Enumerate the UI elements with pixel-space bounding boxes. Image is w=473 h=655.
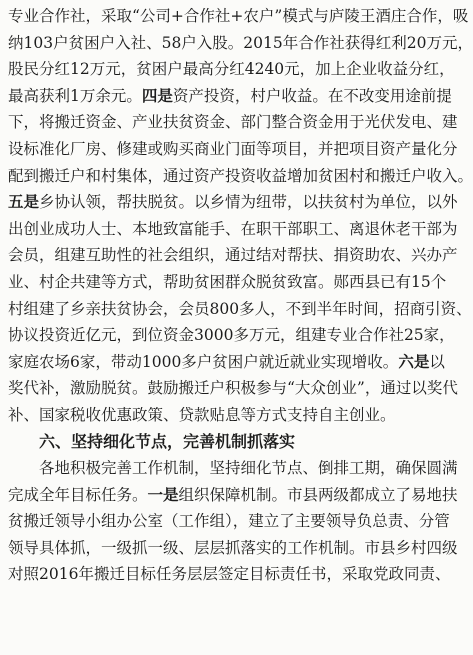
line-text: 专业合作社，采取“公司+合作社+农户”模式与庐陵王酒庄合作，吸 xyxy=(8,7,469,25)
text-line xyxy=(8,508,450,535)
line-text: 完成全年目标任务。 xyxy=(8,485,148,504)
line-text: 最高获利1万余元。 xyxy=(8,86,142,105)
section-heading: 六、坚持细化节点，完善机制抓落实 xyxy=(39,431,296,451)
line-text: 会员，组建互助性的社会组织，通过结对帮扶、捐资助农、兴办产 xyxy=(8,246,458,265)
line-text: 补、国家税收优惠政策、贷款贴息等方式支持自主创业。 xyxy=(8,405,396,424)
text-line xyxy=(8,216,458,243)
emphasis-text: 一是 xyxy=(147,485,179,504)
line-text: 配到搬迁户和村集体，通过资产投资收益增加贫困村和搬迁户收入。 xyxy=(8,166,473,185)
text-line xyxy=(8,455,458,482)
line-text: 资产投资，村户收益。在不改变用途前提 xyxy=(172,86,452,105)
text-line xyxy=(8,375,458,402)
line-text: 以 xyxy=(429,352,445,371)
line-text: 家庭农场6家，带动1000多户贫困户就近就业实现增收。 xyxy=(8,352,399,371)
text-line xyxy=(8,109,458,136)
line-text: 奖代补，激励脱贫。鼓励搬迁户积极参与“大众创业”，通过以奖代 xyxy=(8,379,458,398)
text-line xyxy=(8,163,473,190)
line-text: 协议投资近亿元，到位资金3000多万元，组建专业合作社25家， xyxy=(8,326,455,345)
text-line xyxy=(8,30,473,57)
line-text: 村组建了乡亲扶贫协会，会员800多人，不到半年时间，招商引资、 xyxy=(8,299,472,318)
emphasis-text: 五是 xyxy=(8,193,40,212)
line-text: 乡协认领，帮扶脱贫。以乡情为纽带，以扶贫村为单位，以外 xyxy=(39,193,458,212)
line-text: 领导具体抓，一级抓一级、层层抓落实的工作机制。市县乡村四级 xyxy=(8,538,458,557)
line-text: 出创业成功人士、本地致富能手、在职干部职工、离退休老干部为 xyxy=(8,219,458,238)
text-line xyxy=(8,349,445,376)
text-line xyxy=(8,482,458,509)
line-text: 股民分红12万元，贫困户最高分红4240元，加上企业收益分红， xyxy=(8,60,455,79)
text-line xyxy=(8,83,452,110)
paragraph-block-2 xyxy=(8,455,458,588)
text-line xyxy=(8,402,441,429)
line-text: 对照2016年搬迁目标任务层层签定目标责任书，采取党政同责、 xyxy=(8,565,451,584)
line-text: 设标准化厂房、修建或购买商业门面等项目，并把项目资产量化分 xyxy=(8,139,458,158)
text-line xyxy=(8,189,458,216)
text-line xyxy=(8,296,472,323)
text-line xyxy=(8,3,469,30)
text-line xyxy=(8,561,451,588)
emphasis-text: 四是 xyxy=(141,86,173,105)
text-line xyxy=(8,269,447,296)
text-line xyxy=(8,535,458,562)
line-text: 组织保障机制。市县两级都成立了易地扶 xyxy=(178,485,458,504)
text-line xyxy=(8,322,455,349)
line-text: 下，将搬迁资金、产业扶贫资金、部门整合资金用于光伏发电、建 xyxy=(8,113,458,132)
line-text: 贫搬迁领导小组办公室（工作组），建立了主要领导负总责、分管 xyxy=(8,512,450,531)
line-text: 纳103户贫困户入社、58户入股。2015年合作社获得红利20万元， xyxy=(8,33,473,52)
line-text: 各地积极完善工作机制，坚持细化节点、倒排工期，确保圆满 xyxy=(39,459,458,478)
text-line xyxy=(8,56,455,83)
line-text: 业、村企共建等方式，帮助贫困群众脱贫致富。郧西县已有15个 xyxy=(8,272,447,291)
text-line xyxy=(8,136,458,163)
text-line xyxy=(8,242,458,269)
emphasis-text: 六是 xyxy=(398,352,430,371)
paragraph-block-1 xyxy=(8,3,473,429)
